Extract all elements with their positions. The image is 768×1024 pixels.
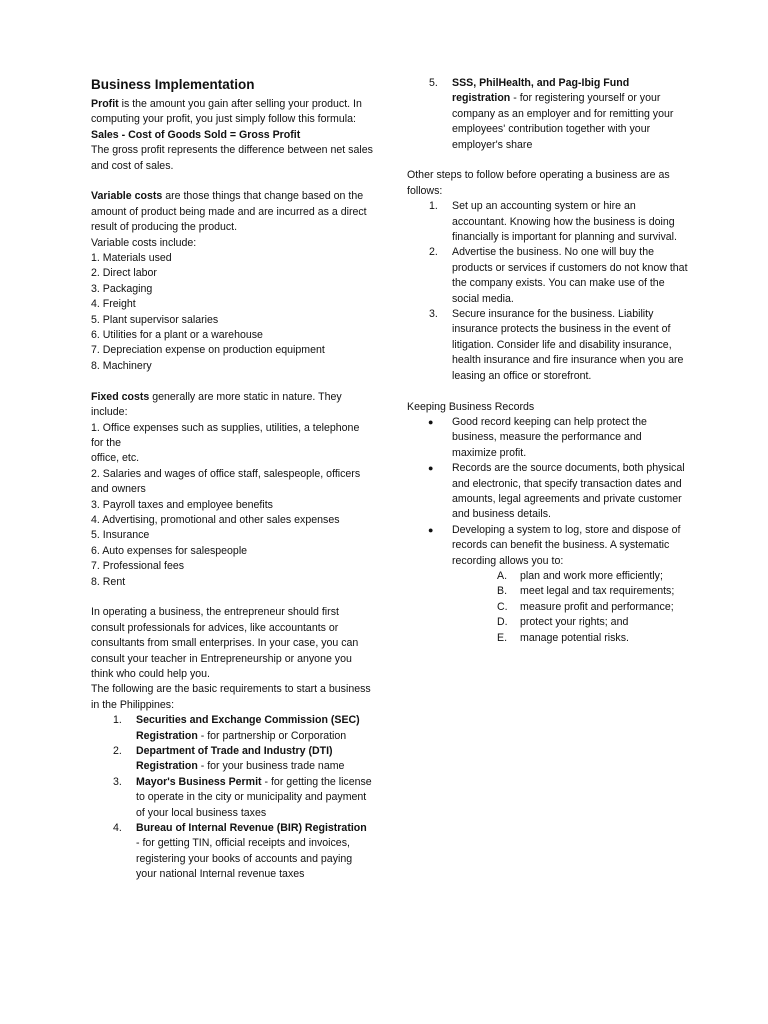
- profit-formula: Sales - Cost of Goods Sold = Gross Profit: [91, 128, 301, 141]
- list-item: 4. Freight: [91, 298, 136, 311]
- requirement-item: [91, 775, 373, 821]
- requirement-item: [91, 713, 373, 744]
- sub-item: [407, 584, 689, 599]
- list-item: 8. Rent: [91, 575, 126, 588]
- profit-term: Profit: [91, 98, 119, 110]
- other-steps-list: [407, 199, 689, 384]
- left-column: [91, 76, 373, 883]
- requirement-title: Securities and Exchange Commission (SEC) Registration: [136, 714, 360, 742]
- requirement-title: Bureau of Internal Revenue (BIR) Registration: [136, 822, 367, 835]
- requirement-title: Mayor's Business Permit: [136, 775, 262, 788]
- sub-item-letter: B.: [497, 585, 508, 598]
- step-text: Set up an accounting system or hire an accountant. Knowing how the business is doing financially is important for planning and survival.: [452, 200, 677, 244]
- requirement-number: 5.: [429, 77, 438, 89]
- sub-item-letter: C.: [497, 600, 508, 613]
- gross-profit-paragraph: The gross profit represents the difference between net sales and cost of sales.: [91, 144, 373, 172]
- step-number: 1.: [429, 200, 438, 213]
- sub-item-letter: A.: [497, 569, 508, 582]
- fixed-costs-list: [91, 421, 373, 590]
- list-item: 1. Materials used: [91, 252, 172, 265]
- requirement-text: - for your business trade name: [197, 760, 345, 773]
- bullet-item: [407, 461, 689, 523]
- fixed-costs-paragraph: [91, 390, 373, 421]
- step-number: 2.: [429, 246, 438, 259]
- records-bullet-list: [407, 415, 689, 569]
- step-number: 3.: [429, 308, 438, 321]
- list-item: 3. Packaging: [91, 282, 153, 295]
- sub-item: [407, 600, 689, 615]
- requirement-text: - for partnership or Corporation: [197, 729, 347, 742]
- requirement-text: - for getting TIN, official receipts and invoices, registering your books of accounts and paying your national Internal revenue taxes: [136, 837, 353, 881]
- sub-item-text: measure profit and performance;: [520, 600, 674, 613]
- list-item: 3. Payroll taxes and employee benefits: [91, 498, 273, 511]
- requirement-item: [91, 821, 373, 883]
- list-item: 7. Depreciation expense on production equipment: [91, 344, 325, 357]
- step-item: [407, 245, 689, 307]
- sub-item-text: plan and work more efficiently;: [520, 569, 663, 582]
- list-item: 6. Auto expenses for salespeople: [91, 544, 248, 557]
- requirement-item: [91, 744, 373, 775]
- variable-costs-list: [91, 251, 373, 374]
- records-heading: Keeping Business Records: [407, 400, 535, 413]
- sub-item: [407, 569, 689, 584]
- bullet-text: Records are the source documents, both physical and electronic, that specify transaction dates and amounts, legal agreements and private customer and business details.: [452, 462, 685, 521]
- sub-item-letter: E.: [497, 631, 508, 644]
- bullet-text: Good record keeping can help protect the business, measure the performance and maximize profit.: [452, 415, 647, 459]
- list-item: 6. Utilities for a plant or a warehouse: [91, 329, 263, 342]
- step-text: Advertise the business. No one will buy the products or services if customers do not know that the company exists. You can make use of the social media.: [452, 246, 688, 305]
- variable-costs-text: are those things that change based on the amount of product being made and are incurred as a direct result of producing the product.: [91, 190, 367, 234]
- sub-item: [407, 631, 689, 646]
- document-title: Business Implementation: [91, 77, 255, 92]
- sub-item-text: protect your rights; and: [520, 616, 629, 629]
- requirement-number: 1.: [113, 714, 122, 727]
- sub-item: [407, 615, 689, 630]
- step-item: [407, 307, 689, 384]
- sub-item-letter: D.: [497, 616, 508, 629]
- list-item: 2. Salaries and wages of office staff, salespeople, officers and owners: [91, 467, 361, 496]
- list-item: 7. Professional fees: [91, 560, 185, 573]
- fixed-costs-term: Fixed costs: [91, 390, 150, 403]
- bullet-item: [407, 523, 689, 569]
- bullet-text: Developing a system to log, store and dispose of records can benefit the business. A systematic recording allows you to:: [452, 523, 681, 567]
- records-sub-list: [407, 569, 689, 646]
- list-item: office, etc.: [91, 452, 140, 465]
- variable-costs-include-label: Variable costs include:: [91, 236, 197, 249]
- requirement-number: 4.: [113, 822, 122, 835]
- requirement-item: [407, 76, 689, 153]
- right-column: [407, 76, 689, 646]
- bullet-icon: ●: [428, 463, 434, 474]
- list-item: 2. Direct labor: [91, 267, 157, 280]
- requirement-number: 3.: [113, 775, 122, 788]
- requirements-intro: The following are the basic requirements to start a business in the Philippines:: [91, 683, 371, 711]
- requirement-title: Department of Trade and Industry (DTI) Registration: [136, 745, 333, 773]
- requirement-text: - for getting the license to operate in the city or municipality and payment of your local business taxes: [136, 775, 372, 819]
- list-item: 8. Machinery: [91, 359, 152, 372]
- variable-costs-paragraph: [91, 189, 373, 235]
- bullet-icon: ●: [428, 416, 434, 427]
- list-item: 5. Insurance: [91, 529, 150, 542]
- consult-paragraph: In operating a business, the entrepreneur should first consult professionals for advices, like accountants or consultants from small enterprises. In your case, you can consult your teacher in Entrepreneurship or anyone you think who could help you.: [91, 606, 359, 680]
- step-item: [407, 199, 689, 245]
- list-item: 4. Advertising, promotional and other sales expenses: [91, 513, 340, 526]
- other-steps-intro: Other steps to follow before operating a business are as follows:: [407, 169, 670, 197]
- sub-item-text: manage potential risks.: [520, 631, 629, 644]
- requirement-text: - for registering yourself or your company as an employer and for remitting your employees' contribution together with your employer's share: [452, 92, 674, 151]
- fixed-costs-text: generally are more static in nature. They include:: [91, 390, 342, 419]
- sub-item-text: meet legal and tax requirements;: [520, 585, 675, 598]
- profit-text: is the amount you gain after selling your product. In computing your profit, you just simply follow this formula:: [91, 98, 362, 126]
- step-text: Secure insurance for the business. Liability insurance protects the business in the event of litigation. Consider life and disability insurance, health insurance and fire insurance when you are leasing an office or storefront.: [452, 308, 684, 382]
- requirement-title: SSS, PhilHealth, and Pag-Ibig Fund registration: [452, 77, 630, 105]
- list-item: 5. Plant supervisor salaries: [91, 313, 219, 326]
- requirement-number: 2.: [113, 745, 122, 758]
- bullet-icon: ●: [428, 524, 434, 535]
- profit-paragraph: [91, 97, 373, 143]
- requirements-list: [91, 713, 373, 882]
- variable-costs-term: Variable costs: [91, 190, 163, 203]
- bullet-item: [407, 415, 689, 461]
- list-item: 1. Office expenses such as supplies, utilities, a telephone for the: [91, 421, 360, 449]
